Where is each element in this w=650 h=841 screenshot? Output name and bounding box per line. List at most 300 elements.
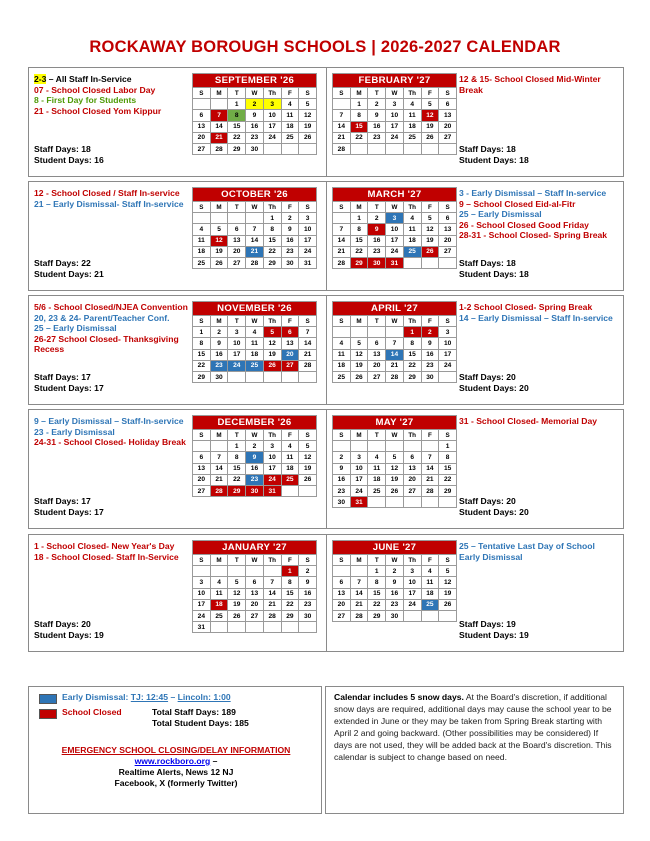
note-text: 28-31 - School Closed- Spring Break [459, 230, 608, 241]
day-cell: 14 [299, 338, 317, 349]
week-row [193, 599, 317, 610]
note-text: 1 - School Closed- New Year's Day [34, 541, 175, 551]
day-cell: 30 [368, 257, 386, 268]
note-text: 1-2 School Closed- Spring Break [459, 302, 593, 312]
calendar-row [28, 67, 624, 177]
day-cell: 4 [333, 338, 351, 349]
day-cell: 5 [421, 213, 439, 224]
weekday-header: M [350, 430, 368, 441]
day-cell: 11 [246, 338, 264, 349]
snow-days-info-box [325, 686, 624, 814]
day-cell: 2 [386, 566, 404, 577]
note-text: 21 – Early Dismissal- Staff In-service [34, 198, 184, 209]
staff-days: Staff Days: 20 [34, 619, 91, 629]
note-text: 25 – Early Dismissal [459, 209, 542, 220]
day-cell: 24 [228, 360, 246, 371]
day-cell: 15 [350, 235, 368, 246]
day-cell [403, 143, 421, 154]
week-row [333, 577, 457, 588]
day-cell: 12 [421, 224, 439, 235]
note-line [34, 302, 189, 313]
week-row [193, 213, 317, 224]
day-cell: 25 [421, 599, 439, 610]
weekday-header: S [439, 88, 457, 99]
day-cell: 8 [350, 224, 368, 235]
note-line [34, 313, 189, 324]
weekday-header: F [281, 202, 299, 213]
day-cell: 29 [263, 257, 281, 268]
day-cell: 11 [421, 577, 439, 588]
day-cell: 8 [193, 338, 211, 349]
day-cell: 31 [386, 257, 404, 268]
note-line [459, 302, 619, 313]
day-cell [421, 143, 439, 154]
day-cell: 17 [386, 235, 404, 246]
day-cell: 5 [228, 577, 246, 588]
right-day-counts [459, 619, 529, 641]
weekday-header: T [228, 316, 246, 327]
right-day-counts [459, 144, 529, 166]
weekday-header: F [421, 316, 439, 327]
total-staff-days: Total Staff Days: 189 [152, 707, 236, 717]
note-line [34, 106, 189, 117]
day-cell: 9 [368, 110, 386, 121]
day-cell: 2 [246, 441, 264, 452]
day-cell: 20 [246, 599, 264, 610]
month-calendar [192, 415, 317, 497]
day-cell: 26 [350, 371, 368, 382]
row-divider [326, 68, 327, 176]
day-cell: 10 [193, 588, 211, 599]
note-text: 14 – Early Dismissal – Staff In-service [459, 312, 613, 323]
week-row [193, 360, 317, 371]
weekday-header: S [299, 430, 317, 441]
week-row [193, 143, 317, 154]
day-cell [299, 371, 317, 382]
day-cell [299, 143, 317, 154]
day-cell: 24 [350, 485, 368, 496]
day-cell [386, 327, 404, 338]
day-cell: 9 [246, 110, 264, 121]
day-cell: 6 [403, 452, 421, 463]
weekday-header: M [210, 555, 228, 566]
day-cell: 13 [368, 349, 386, 360]
day-cell: 16 [333, 474, 351, 485]
day-cell [333, 441, 351, 452]
student-days: Student Days: 21 [34, 269, 104, 279]
day-cell: 12 [210, 235, 228, 246]
day-cell: 14 [210, 463, 228, 474]
weekday-header: Th [263, 555, 281, 566]
day-cell: 9 [368, 224, 386, 235]
weekday-header: T [228, 430, 246, 441]
day-cell: 23 [368, 132, 386, 143]
day-cell: 25 [246, 360, 264, 371]
day-cell: 25 [281, 474, 299, 485]
student-days: Student Days: 19 [459, 630, 529, 640]
day-cell: 9 [421, 338, 439, 349]
week-row [333, 610, 457, 621]
day-cell: 9 [386, 577, 404, 588]
day-cell: 26 [421, 132, 439, 143]
day-cell: 26 [299, 474, 317, 485]
note-line [34, 85, 189, 96]
day-cell: 18 [281, 463, 299, 474]
day-cell: 24 [386, 246, 404, 257]
left-day-counts [34, 619, 104, 641]
day-cell: 16 [368, 121, 386, 132]
note-text: 9 – School Closed Eid-al-Fitr [459, 198, 576, 209]
day-cell: 5 [299, 99, 317, 110]
week-row [333, 371, 457, 382]
day-cell: 30 [246, 143, 264, 154]
left-notes [34, 416, 189, 448]
early-dismissal-legend: Early Dismissal: TJ: 12:45 – Lincoln: 1:00 [62, 692, 231, 702]
week-row [333, 588, 457, 599]
weekday-header: W [386, 555, 404, 566]
week-row [193, 257, 317, 268]
day-cell: 10 [263, 110, 281, 121]
weekday-header: W [386, 430, 404, 441]
day-cell [210, 622, 228, 633]
day-cell: 12 [228, 588, 246, 599]
day-cell: 4 [281, 441, 299, 452]
day-cell [193, 99, 211, 110]
day-cell: 15 [193, 349, 211, 360]
day-cell: 25 [368, 485, 386, 496]
day-cell: 10 [263, 452, 281, 463]
day-cell: 2 [368, 99, 386, 110]
note-text: 21 - School Closed Yom Kippur [34, 105, 162, 116]
emergency-title: EMERGENCY SCHOOL CLOSING/DELAY INFORMATION [61, 745, 291, 755]
month-calendar [332, 415, 457, 508]
day-cell [368, 327, 386, 338]
weekday-header: F [281, 316, 299, 327]
day-cell: 3 [228, 327, 246, 338]
day-cell: 27 [439, 132, 457, 143]
note-line [34, 552, 189, 563]
day-cell [299, 622, 317, 633]
day-cell: 2 [368, 213, 386, 224]
day-cell: 7 [263, 577, 281, 588]
day-cell: 8 [281, 577, 299, 588]
day-cell: 30 [246, 485, 264, 496]
day-cell [368, 497, 386, 508]
week-row [193, 132, 317, 143]
weekday-header: S [439, 202, 457, 213]
day-cell [281, 485, 299, 496]
day-cell: 13 [193, 463, 211, 474]
month-calendar [332, 540, 457, 622]
day-cell: 18 [333, 360, 351, 371]
day-cell [246, 622, 264, 633]
student-days: Student Days: 18 [459, 269, 529, 279]
weekday-header: S [333, 555, 351, 566]
staff-days: Staff Days: 19 [459, 619, 516, 629]
month-calendar [192, 187, 317, 269]
week-row [193, 327, 317, 338]
day-cell: 8 [439, 452, 457, 463]
day-cell: 3 [299, 213, 317, 224]
day-cell: 28 [299, 360, 317, 371]
weekday-header: F [421, 430, 439, 441]
day-cell: 15 [228, 121, 246, 132]
day-cell: 23 [246, 474, 264, 485]
weekday-header: T [368, 202, 386, 213]
day-cell: 28 [210, 143, 228, 154]
weekday-header: T [228, 88, 246, 99]
week-row [333, 121, 457, 132]
day-cell [228, 566, 246, 577]
day-cell: 19 [350, 360, 368, 371]
right-notes [459, 302, 619, 323]
note-text: 3 - Early Dismissal – Staff In-service [459, 188, 607, 198]
day-cell: 10 [299, 224, 317, 235]
day-cell: 20 [439, 121, 457, 132]
month-name: NOVEMBER '26 [193, 302, 317, 316]
day-cell: 4 [281, 99, 299, 110]
day-cell [439, 257, 457, 268]
day-cell: 27 [368, 371, 386, 382]
day-cell: 14 [210, 121, 228, 132]
day-cell: 17 [386, 121, 404, 132]
note-text: 23 - Early Dismissal [34, 426, 115, 437]
day-cell: 12 [263, 338, 281, 349]
week-row [193, 371, 317, 382]
day-cell: 6 [193, 452, 211, 463]
week-row [333, 452, 457, 463]
week-row [333, 327, 457, 338]
note-line [459, 188, 619, 199]
day-cell [350, 441, 368, 452]
week-row [333, 599, 457, 610]
day-cell: 6 [333, 577, 351, 588]
day-cell: 21 [246, 246, 264, 257]
day-cell [386, 441, 404, 452]
day-cell [193, 441, 211, 452]
day-cell: 3 [193, 577, 211, 588]
day-cell: 2 [246, 99, 264, 110]
school-closed-legend: School Closed [62, 707, 122, 717]
student-days: Student Days: 20 [459, 507, 529, 517]
weekday-header: Th [263, 88, 281, 99]
left-notes [34, 74, 189, 116]
day-cell: 8 [403, 338, 421, 349]
day-cell: 1 [281, 566, 299, 577]
day-cell: 8 [263, 224, 281, 235]
day-cell [281, 622, 299, 633]
day-cell: 19 [421, 121, 439, 132]
day-cell: 8 [228, 110, 246, 121]
weekday-header: T [368, 88, 386, 99]
week-row [193, 110, 317, 121]
day-cell: 21 [421, 474, 439, 485]
note-text: 07 - School Closed Labor Day [34, 84, 156, 95]
day-cell: 30 [299, 610, 317, 621]
week-row [333, 441, 457, 452]
day-cell: 23 [299, 599, 317, 610]
weekday-header: S [333, 202, 351, 213]
note-text: 25 – Tentative Last Day of School [459, 541, 595, 551]
social-line: Facebook, X (formerly Twitter) [114, 778, 238, 788]
day-cell [333, 213, 351, 224]
calendar-row [28, 295, 624, 405]
day-cell: 27 [246, 610, 264, 621]
day-cell: 14 [386, 349, 404, 360]
day-cell: 7 [350, 577, 368, 588]
day-cell: 11 [210, 588, 228, 599]
day-cell: 21 [263, 599, 281, 610]
day-cell: 20 [193, 132, 211, 143]
page-title: ROCKAWAY BOROUGH SCHOOLS | 2026-2027 CALENDAR [89, 38, 561, 56]
day-cell: 9 [333, 463, 351, 474]
day-cell: 1 [228, 99, 246, 110]
day-cell: 31 [193, 622, 211, 633]
weekday-header: Th [263, 202, 281, 213]
day-cell: 30 [281, 257, 299, 268]
weekday-header: F [281, 430, 299, 441]
note-text: 12 - School Closed / Staff In-service [34, 188, 180, 198]
day-cell: 19 [299, 121, 317, 132]
day-cell: 21 [299, 349, 317, 360]
note-line [459, 416, 619, 427]
day-cell: 1 [403, 327, 421, 338]
weekday-header: T [368, 430, 386, 441]
week-row [333, 99, 457, 110]
weekday-header: W [246, 316, 264, 327]
day-cell: 3 [350, 452, 368, 463]
note-line [34, 416, 189, 427]
day-cell: 7 [333, 110, 351, 121]
weekday-header: Th [403, 88, 421, 99]
day-cell: 20 [228, 246, 246, 257]
legend-box [28, 686, 322, 814]
day-cell: 19 [263, 349, 281, 360]
week-row [193, 610, 317, 621]
day-cell: 24 [386, 132, 404, 143]
day-cell: 27 [193, 143, 211, 154]
weekday-header: Th [403, 316, 421, 327]
weekday-header: S [299, 202, 317, 213]
month-name: JUNE '27 [333, 541, 457, 555]
weekday-header: Th [263, 430, 281, 441]
day-cell: 5 [386, 452, 404, 463]
day-cell: 20 [403, 474, 421, 485]
weekday-header: S [333, 88, 351, 99]
note-line [34, 323, 189, 334]
note-line [34, 74, 189, 85]
day-cell: 24 [263, 474, 281, 485]
day-cell: 3 [263, 441, 281, 452]
day-cell: 31 [350, 497, 368, 508]
week-row [333, 224, 457, 235]
weekday-header: S [193, 316, 211, 327]
day-cell: 26 [439, 599, 457, 610]
day-cell: 29 [193, 371, 211, 382]
day-cell [246, 566, 264, 577]
note-line [34, 541, 189, 552]
day-cell [210, 213, 228, 224]
day-cell: 21 [333, 246, 351, 257]
day-cell [193, 213, 211, 224]
student-days: Student Days: 17 [34, 507, 104, 517]
note-line [459, 220, 619, 231]
right-day-counts [459, 258, 529, 280]
day-cell: 19 [421, 235, 439, 246]
month-name: OCTOBER '26 [193, 188, 317, 202]
day-cell: 8 [350, 110, 368, 121]
day-cell: 11 [281, 110, 299, 121]
day-cell: 29 [350, 257, 368, 268]
day-cell [403, 610, 421, 621]
day-cell: 13 [333, 588, 351, 599]
note-line [459, 199, 619, 210]
day-cell: 7 [386, 338, 404, 349]
calendar-row [28, 409, 624, 529]
left-day-counts [34, 258, 104, 280]
day-cell: 19 [228, 599, 246, 610]
day-cell: 6 [193, 110, 211, 121]
day-cell [403, 441, 421, 452]
note-text: 2-3 [34, 74, 47, 84]
day-cell: 11 [403, 224, 421, 235]
day-cell: 7 [333, 224, 351, 235]
day-cell: 15 [350, 121, 368, 132]
weekday-header: M [210, 316, 228, 327]
day-cell [403, 257, 421, 268]
day-cell [246, 213, 264, 224]
weekday-header: Th [403, 430, 421, 441]
week-row [193, 566, 317, 577]
student-days: Student Days: 19 [34, 630, 104, 640]
week-row [193, 246, 317, 257]
day-cell: 5 [439, 566, 457, 577]
day-cell: 1 [193, 327, 211, 338]
week-row [193, 588, 317, 599]
day-cell: 28 [210, 485, 228, 496]
day-cell: 26 [421, 246, 439, 257]
day-cell: 27 [403, 485, 421, 496]
day-cell: 14 [421, 463, 439, 474]
day-cell: 18 [403, 121, 421, 132]
day-cell: 8 [368, 577, 386, 588]
day-cell: 2 [281, 213, 299, 224]
day-cell: 13 [439, 224, 457, 235]
day-cell: 13 [403, 463, 421, 474]
week-row [333, 360, 457, 371]
day-cell: 28 [333, 257, 351, 268]
day-cell [368, 143, 386, 154]
day-cell: 17 [193, 599, 211, 610]
day-cell: 4 [403, 99, 421, 110]
week-row [193, 338, 317, 349]
day-cell: 7 [299, 327, 317, 338]
day-cell: 9 [210, 338, 228, 349]
day-cell [333, 327, 351, 338]
row-divider [326, 296, 327, 404]
website-link[interactable]: www.rockboro.org [134, 756, 211, 766]
day-cell: 19 [299, 463, 317, 474]
day-cell: 4 [246, 327, 264, 338]
staff-days: Staff Days: 18 [34, 144, 91, 154]
day-cell: 16 [246, 463, 264, 474]
week-row [193, 622, 317, 633]
note-line [459, 230, 619, 241]
day-cell: 24 [403, 599, 421, 610]
student-days: Student Days: 18 [459, 155, 529, 165]
day-cell: 17 [263, 463, 281, 474]
day-cell: 3 [403, 566, 421, 577]
